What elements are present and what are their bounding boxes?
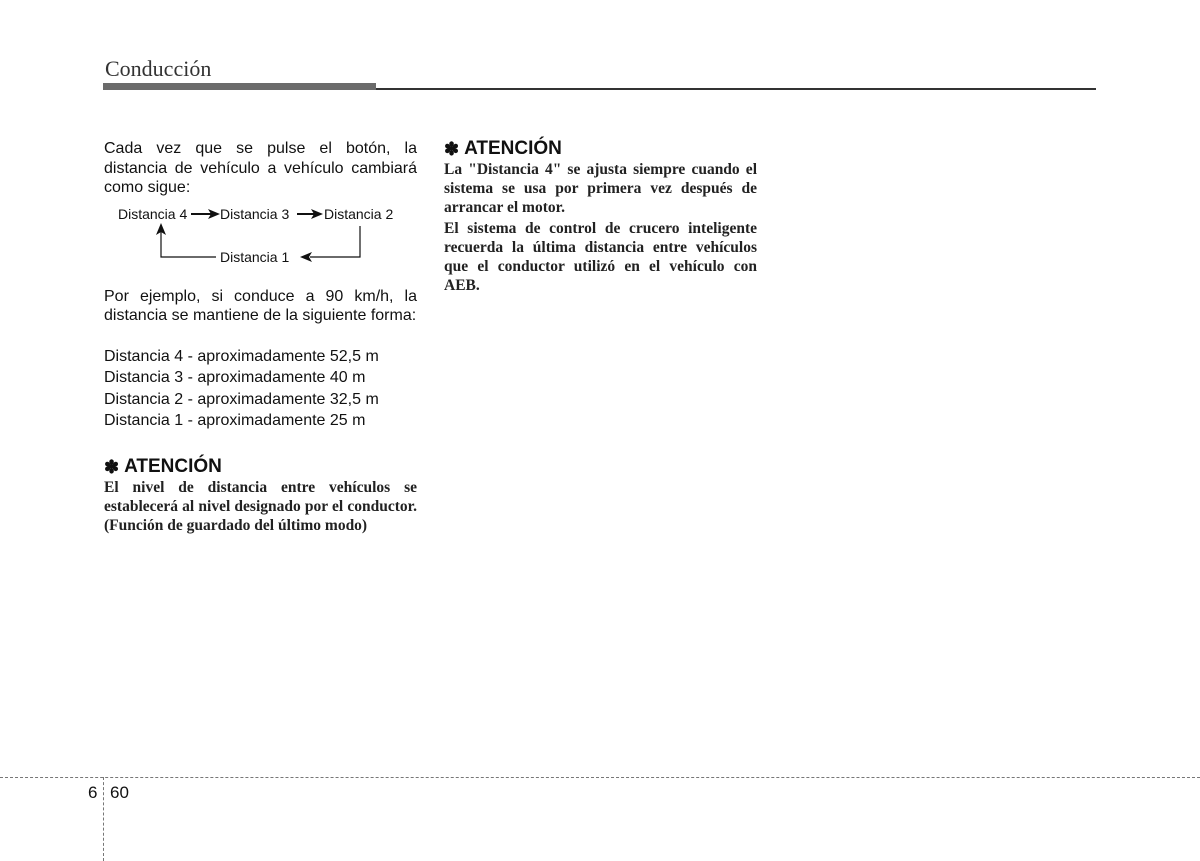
list-item: Distancia 2 - aproximadamente 32,5 m (104, 390, 379, 408)
footer-divider (0, 777, 1200, 778)
diagram-label-distancia-1: Distancia 1 (220, 248, 290, 265)
list-item: Distancia 4 - aproximadamente 52,5 m (104, 347, 379, 365)
chapter-number: 6 (88, 783, 98, 802)
caution-heading (104, 456, 417, 478)
list-item: Distancia 3 - aproximadamente 40 m (104, 369, 366, 386)
caution-heading-label: ATENCIÓN (124, 455, 222, 477)
page-number: 60 (110, 783, 129, 802)
page-header-title: Conducción (105, 56, 212, 81)
caution-text: El nivel de distancia entre vehículos se establecerá al nivel designado por el conductor. (Función de guardado del último modo) (104, 478, 417, 534)
caution-box-left (104, 456, 417, 535)
header-rule-thin (376, 88, 1096, 90)
example-paragraph: Por ejemplo, si conduce a 90 km/h, la distancia se mantiene de la siguiente forma: (104, 287, 417, 324)
asterisk-icon: ✽ (444, 139, 460, 159)
intro-paragraph: Cada vez que se pulse el botón, la distancia de vehículo a vehículo cambiará como sigue: (104, 140, 417, 196)
diagram-label-distancia-2: Distancia 2 (324, 205, 394, 222)
list-item: Distancia 1 - aproximadamente 25 m (104, 412, 366, 429)
caution-heading-label: ATENCIÓN (464, 138, 562, 159)
right-column (444, 138, 757, 295)
distance-list (104, 346, 417, 432)
diagram-label-distancia-4: Distancia 4 (118, 205, 188, 222)
caution-paragraph-1: La "Distancia 4" se ajusta siempre cuando el sistema se usa por primera vez después de arrancar el motor. (444, 161, 757, 216)
diagram-label-distancia-3: Distancia 3 (220, 205, 290, 222)
caution-paragraph-2: El sistema de control de crucero inteligente recuerda la última distancia entre vehículos que el conductor utilizó en el vehículo con AEB. (444, 220, 757, 294)
caution-heading (444, 138, 757, 160)
asterisk-icon: ✽ (104, 456, 120, 477)
left-column (104, 139, 417, 535)
footer-vertical-divider (103, 777, 104, 861)
distance-cycle-diagram (104, 205, 417, 267)
header-rule-thick (103, 83, 376, 90)
